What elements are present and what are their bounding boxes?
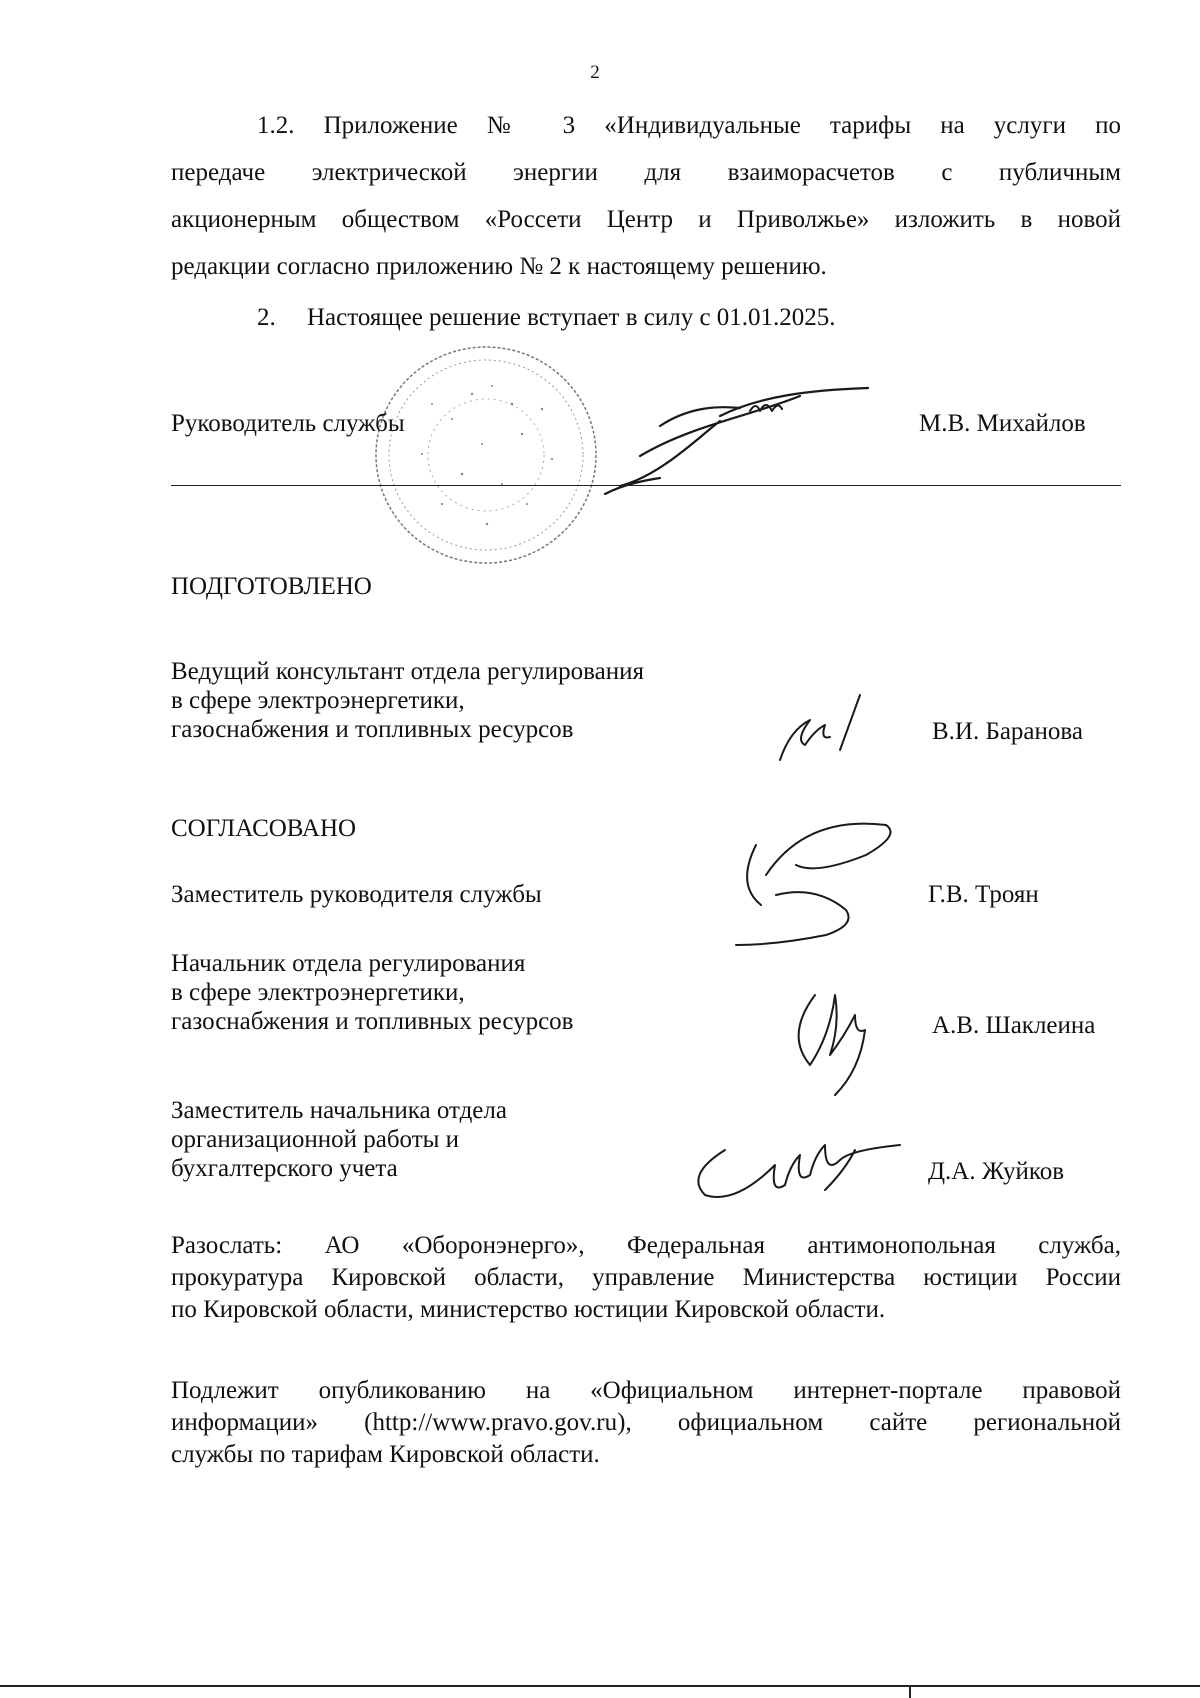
position-line: Ведущий консультант отдела регулирования — [171, 658, 644, 685]
agreed-position: Заместитель руководителя службы — [171, 881, 542, 908]
position-line: Начальник отдела регулирования — [171, 950, 526, 977]
prepared-position — [171, 657, 644, 744]
agreed-signature — [790, 975, 900, 1105]
paragraph-line: передаче электрической энергии для взаиморасчетов с публичным — [171, 159, 1121, 186]
paragraph-line: Разослать: АО «Оборонэнерго», Федеральная антимонопольная служба, — [171, 1232, 1121, 1259]
agreed-signature — [726, 815, 926, 955]
agreed-heading: СОГЛАСОВАНО — [171, 815, 357, 842]
agreed-name: Г.В. Троян — [928, 881, 1039, 908]
publication-note — [171, 1375, 1121, 1471]
paragraph-line: редакции согласно приложению № 2 к настоящему решению. — [171, 253, 827, 280]
position-line: в сфере электроэнергетики, — [171, 979, 465, 1006]
distribution-list — [171, 1230, 1121, 1326]
page-number: 2 — [590, 62, 600, 83]
agreed-name: А.В. Шаклеина — [932, 1012, 1096, 1039]
paragraph-line: по Кировской области, министерство юстиции Кировской области. — [171, 1296, 886, 1323]
agreed-position — [171, 1096, 507, 1183]
agreed-signature — [685, 1130, 905, 1210]
head-name: М.В. Михайлов — [919, 410, 1086, 437]
agreed-position — [171, 949, 574, 1036]
prepared-signature — [770, 690, 870, 770]
position-line: организационной работы и — [171, 1126, 460, 1153]
prepared-name: В.И. Баранова — [932, 718, 1083, 745]
position-line: в сфере электроэнергетики, — [171, 687, 465, 714]
paragraph-line: прокуратура Кировской области, управление Министерства юстиции России — [171, 1264, 1121, 1291]
paragraph-line: информации» (http://www.pravo.gov.ru), официальном сайте региональной — [171, 1409, 1121, 1436]
paragraph-line: 1.2. Приложение № 3 «Индивидуальные тарифы на услуги по — [257, 112, 1121, 139]
signature-divider — [171, 485, 1121, 486]
paragraph-line: Подлежит опубликованию на «Официальном интернет-портале правовой — [171, 1377, 1121, 1404]
paragraph-2: 2. Настоящее решение вступает в силу с 01.01.2025. — [257, 304, 836, 331]
head-signature — [600, 386, 880, 496]
paragraph-line: акционерным обществом «Россети Центр и Приволжье» изложить в новой — [171, 206, 1121, 233]
position-line: Заместитель начальника отдела — [171, 1097, 507, 1124]
page-bottom-edge — [0, 1685, 1200, 1687]
head-position: Руководитель службы — [171, 410, 405, 437]
position-line: газоснабжения и топливных ресурсов — [171, 716, 574, 743]
paragraph-1-2 — [171, 102, 1121, 290]
agreed-name: Д.А. Жуйков — [928, 1158, 1065, 1185]
page-bottom-tick — [909, 1686, 911, 1698]
official-seal-stamp — [362, 334, 610, 574]
paragraph-line: службы по тарифам Кировской области. — [171, 1441, 600, 1468]
position-line: газоснабжения и топливных ресурсов — [171, 1008, 574, 1035]
position-line: бухгалтерского учета — [171, 1155, 398, 1182]
prepared-heading: ПОДГОТОВЛЕНО — [171, 573, 372, 600]
